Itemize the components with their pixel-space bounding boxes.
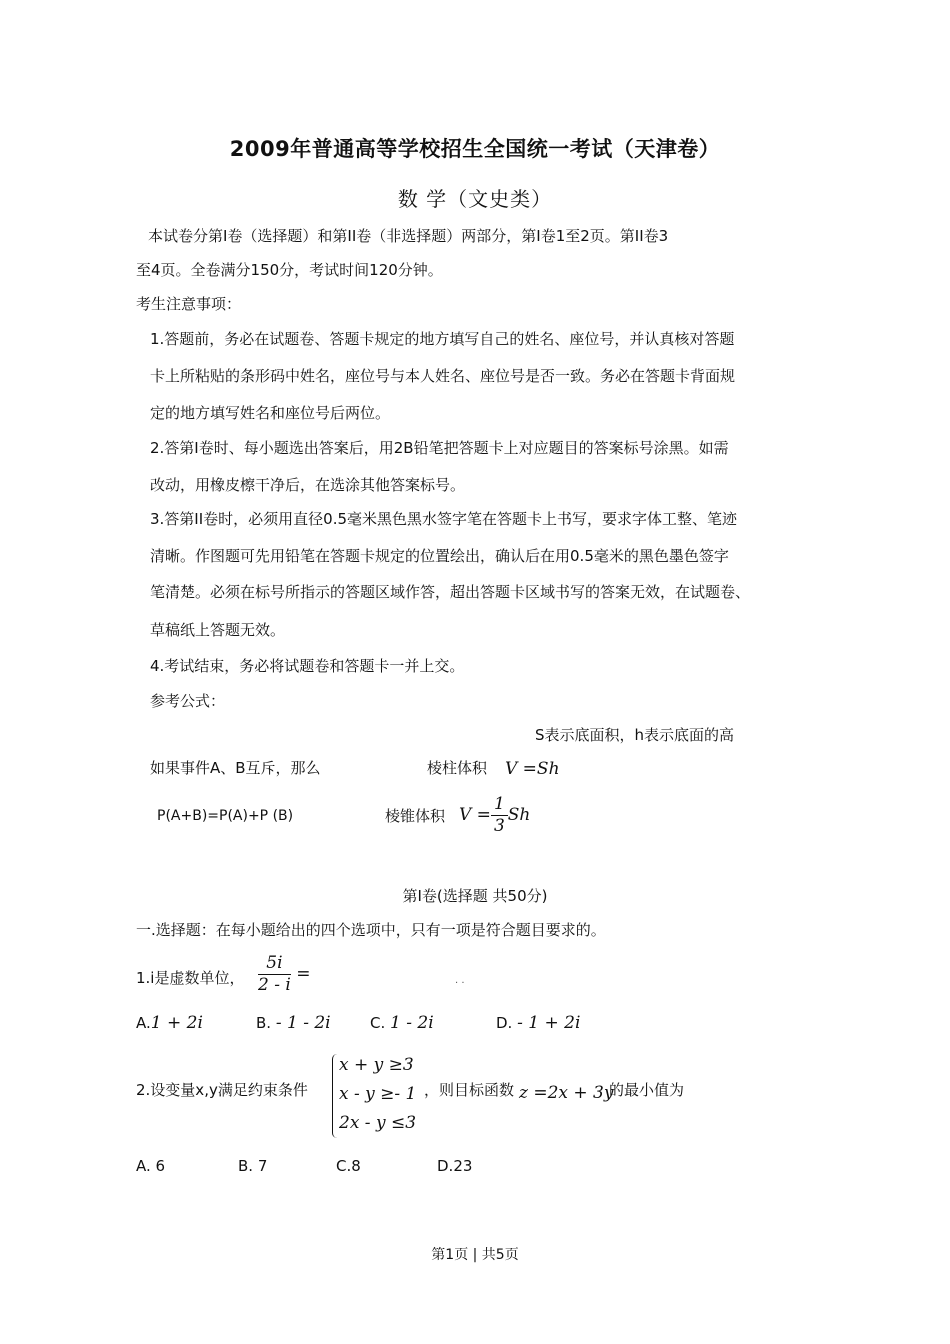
q1-option-a <box>136 1015 203 1032</box>
q2-objective: z =2x + 3y <box>519 1083 614 1103</box>
q2-option-a: A. 6 <box>136 1157 166 1175</box>
pyramid-num: 1 <box>491 796 508 816</box>
option-value: - 1 + 2i <box>517 1013 581 1033</box>
q1-option-c <box>370 1015 434 1032</box>
pyramid-fraction <box>491 796 508 835</box>
pyramid-rhs: Sh <box>507 805 531 825</box>
section-instruction: 一.选择题：在每小题给出的四个选项中，只有一项是符合题目要求的。 <box>136 921 606 939</box>
note-line: 4.考试结束，务必将试题卷和答题卡一并上交。 <box>150 657 465 675</box>
page-footer: 第1页 | 共5页 <box>431 1247 519 1263</box>
section-title-text: 第I卷(选择题 共50分) <box>402 887 548 905</box>
option-value: 1 + 2i <box>150 1013 203 1033</box>
page-subtitle: 数 学（文史类） <box>397 187 553 211</box>
q1-equals: = <box>296 964 311 984</box>
formula-note: S表示底面积，h表示底面的高 <box>535 726 735 744</box>
q1-fraction <box>258 955 291 994</box>
note-line: 草稿纸上答题无效。 <box>150 621 286 639</box>
q1-option-d <box>496 1015 580 1032</box>
note-line: 1.答题前，务必在试题卷、答题卡规定的地方填写自己的姓名、座位号，并认真核对答题 <box>150 330 735 348</box>
prism-label: 棱柱体积 <box>427 759 488 777</box>
pyramid-den: 3 <box>493 816 505 836</box>
q1-option-b <box>256 1015 331 1032</box>
q1-stem: 1.i是虚数单位， <box>136 969 245 987</box>
page-title: 2009年普通高等学校招生全国统一考试（天津卷） <box>229 137 721 161</box>
section-title <box>0 889 950 904</box>
note-line: 3.答第II卷时，必须用直径0.5毫米黑色黑水签字笔在答题卡上书写，要求字体工整、笔迹 <box>150 510 738 528</box>
q1-den: 2 - i <box>258 975 291 995</box>
option-label: A. <box>136 1014 151 1032</box>
note-line: 卡上所粘贴的条形码中姓名，座位号与本人姓名、座位号是否一致。务必在答题卡背面规 <box>150 367 736 385</box>
note-line: 2.答第I卷时、每小题选出答案后，用2B铅笔把答题卡上对应题目的答案标号涂黑。如需 <box>150 439 729 457</box>
q1-expression <box>258 955 310 994</box>
event-text: 如果事件A、B互斥，那么 <box>150 759 321 777</box>
q2-constraint: x + y ≥3 <box>339 1055 414 1075</box>
q2-tail: 的最小值为 <box>609 1081 685 1099</box>
intro-line-2: 至4页。全卷满分150分，考试时间120分钟。 <box>136 261 443 279</box>
option-label: D. <box>496 1014 513 1032</box>
q1-num: 5i <box>258 955 291 975</box>
q2-option-d: D.23 <box>437 1157 473 1175</box>
q2-stem: 2.设变量x,y满足约束条件 <box>136 1081 308 1099</box>
option-value: - 1 - 2i <box>275 1013 331 1033</box>
note-line: 定的地方填写姓名和座位号后两位。 <box>150 404 391 422</box>
q2-option-c: C.8 <box>336 1157 361 1175</box>
q2-constraint: 2x - y ≤3 <box>339 1113 417 1133</box>
notes-heading: 考生注意事项： <box>136 295 242 313</box>
q1-dots: . . <box>455 975 465 986</box>
event-formula: P(A+B)=P(A)+P (B) <box>157 808 294 824</box>
q2-brace <box>332 1054 337 1138</box>
note-line: 改动，用橡皮檫干净后，在选涂其他答案标号。 <box>150 476 466 494</box>
note-line: 清晰。作图题可先用铅笔在答题卡规定的位置绘出，确认后在用0.5毫米的黑色墨色签字 <box>150 547 729 565</box>
prism-formula: V =Sh <box>505 759 560 779</box>
q2-option-b: B. 7 <box>238 1157 268 1175</box>
intro-line-1: 本试卷分第I卷（选择题）和第II卷（非选择题）两部分，第I卷1至2页。第II卷3 <box>148 227 669 245</box>
q2-constraint: x - y ≥- 1 <box>339 1084 417 1104</box>
formulas-heading: 参考公式： <box>150 692 226 710</box>
q2-middle: ，则目标函数 <box>424 1081 515 1099</box>
option-label: B. <box>256 1014 272 1032</box>
option-label: C. <box>370 1014 386 1032</box>
pyramid-lhs: V = <box>459 805 491 825</box>
pyramid-label: 棱锥体积 <box>385 807 446 825</box>
option-value: 1 - 2i <box>390 1013 434 1033</box>
pyramid-formula <box>459 796 530 835</box>
note-line: 笔清楚。必须在标号所指示的答题区域作答，超出答题卡区域书写的答案无效，在试题卷、 <box>150 583 751 601</box>
